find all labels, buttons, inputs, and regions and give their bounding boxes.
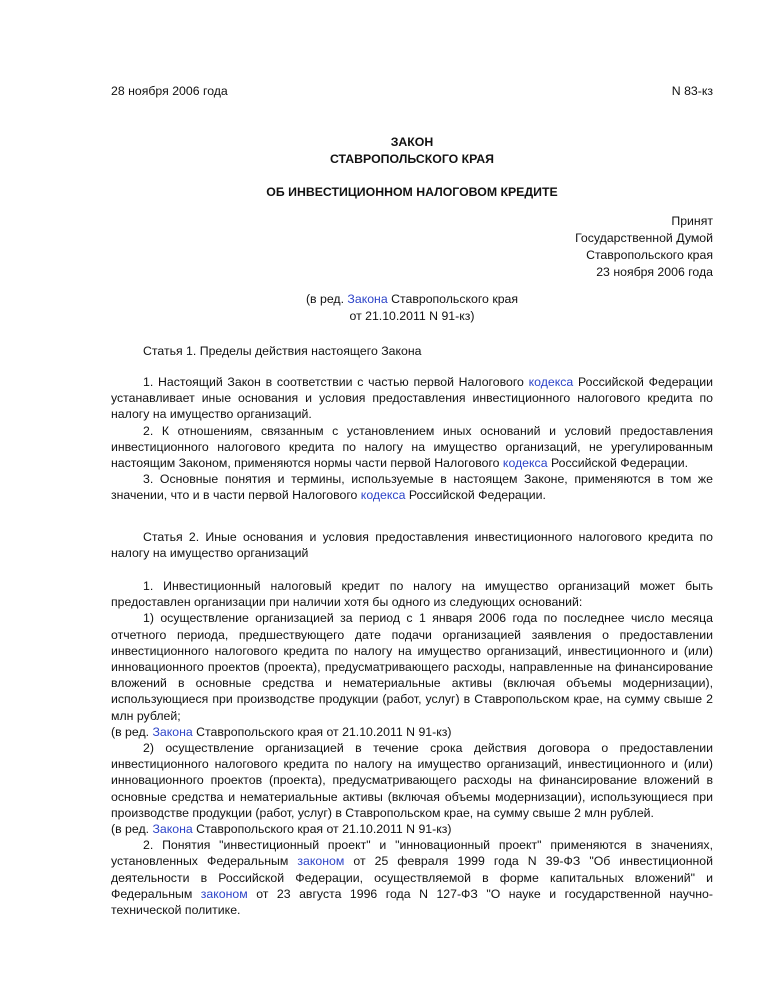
article1-paragraph: 2. К отношениям, связанным с установлением иных оснований и условий предоставления инвестиционного налогового кредита по налогу на имущество организаций, не урегулированным настоящим Законом, применяются нормы части первой Налогового кодекса Российской Федерации. [111,423,713,471]
article2-paragraph: 1) осуществление организацией за период с 1 января 2006 года по последнее число месяца отчетного периода, предшествующего дате подачи организацией заявления о предоставлении инвестиционного налогового кредита по налогу на имущество организаций, инвестиционного и (или) инновационного проектов (проекта), предусматривающего расходы, направленные на финансирование вложений в основные средства и нематериальные активы (включая объемы модернизации), использующиеся при производстве продукции (работ, услуг) в Ставропольском крае, на сумму свыше 2 млн рублей; [111,611,713,723]
edition-note [111,291,713,325]
accepted-line: 23 ноября 2006 года [596,265,713,279]
edition-note-inline: (в ред. Закона Ставропольского края от 21.10.2011 N 91-кз) [111,724,452,739]
edition-line2: от 21.10.2011 N 91-кз) [349,309,475,323]
article2-title: Статья 2. Иные основания и условия предоставления инвестиционного налогового кредита по налогу на имущество организаций [111,530,713,561]
edition-prefix: (в ред. [305,292,348,306]
article1-title: Статья 1. Пределы действия настоящего Закона [143,344,422,358]
accepted-block [575,213,713,281]
edition-note-inline: (в ред. Закона Ставропольского края от 21.10.2011 N 91-кз) [111,822,452,837]
tax-code-link[interactable]: кодекса [528,375,574,389]
federal-law-link[interactable]: законом [200,886,248,901]
law-date: 28 ноября 2006 года [111,84,228,98]
federal-law-link[interactable]: законом [297,854,345,869]
accepted-line: Ставропольского края [586,248,713,262]
document-header [111,83,713,101]
amending-law-link[interactable]: Закона [152,724,193,739]
edition-middle: Ставропольского края [387,292,519,306]
article2-paragraph: 2) осуществление организацией в течение срока действия договора о предоставлении инвестиционного налогового кредита по налогу на имущество организаций, инвестиционного и (или) инновационного проектов (проекта), предусматривающего расходы на финансирование вложений в основные средства и нематериальные активы (включая объемы модернизации), использующиеся при производстве продукции (работ, услуг) в Ставропольском крае, на сумму свыше 2 млн рублей. [111,741,713,820]
amending-law-link[interactable]: Закона [152,822,193,837]
law-title-line1: ЗАКОН [390,135,434,149]
article1-paragraph: 3. Основные понятия и термины, используемые в настоящем Законе, применяются в том же значении, что и в части первой Налогового кодекса Российской Федерации. [111,472,713,503]
law-number: N 83-кз [671,84,713,98]
article2-paragraph: 1. Инвестиционный налоговый кредит по налогу на имущество организаций может быть предоставлен организации при наличии хотя бы одного из следующих оснований: [111,579,713,610]
tax-code-link[interactable]: кодекса [502,456,548,471]
law-subject: ОБ ИНВЕСТИЦИОННОМ НАЛОГОВОМ КРЕДИТЕ [266,185,558,199]
article1-paragraph: 1. Настоящий Закон в соответствии с частью первой Налогового кодекса Российской Федерации устанавливает иные основания и условия предоставления инвестиционного налогового кредита по налогу на имущество организаций. [111,375,713,422]
article2-paragraph: 2. Понятия "инвестиционный проект" и "инновационный проект" применяются в значениях, установленных Федеральным законом от 25 февраля 1999 года N 39-ФЗ "Об инвестиционной деятельности в Российской Федерации, осуществляемой в форме капитальных вложений" и Федеральным законом от 23 августа 1996 года N 127-ФЗ "О науке и государственной научно-технической политике. [111,838,713,918]
accepted-line: Принят [671,214,713,228]
law-title-line2: СТАВРОПОЛЬСКОГО КРАЯ [329,152,495,166]
accepted-line: Государственной Думой [575,231,713,245]
article1-body [111,374,713,504]
edition-law-link[interactable]: Закона [347,292,388,306]
article2-body [111,578,713,918]
tax-code-link[interactable]: кодекса [360,488,406,503]
